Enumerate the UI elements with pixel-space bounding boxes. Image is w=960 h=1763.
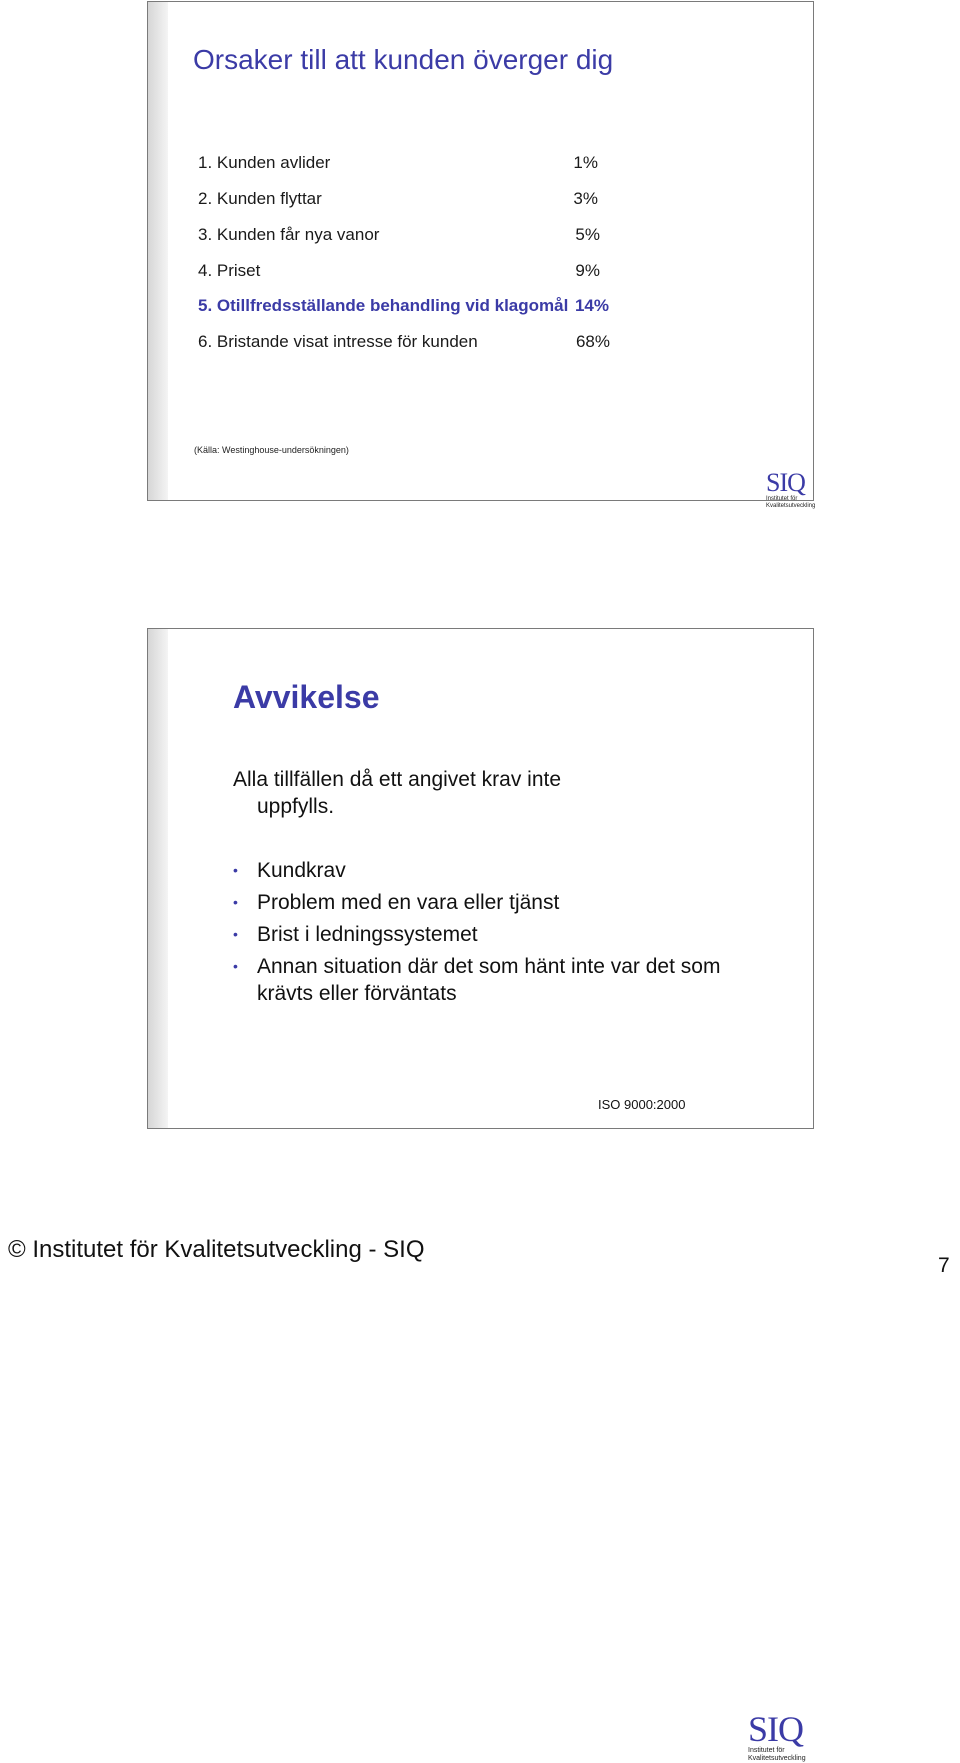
list-item [233,857,773,884]
siq-logo-tagline: Kvalitetsutveckling [748,1755,806,1762]
reason-percent: 14% [574,296,609,315]
siq-logo-tagline: Kvalitetsutveckling [766,503,816,509]
iso-reference: ISO 9000:2000 [598,1097,686,1112]
list-item [233,921,773,948]
definition-line: uppfylls. [257,795,335,818]
slide-title: Orsaker till att kunden överger dig [193,44,614,75]
reason-row [198,189,713,213]
reason-label: 6. Bristande visat intresse för kunden [198,332,478,351]
reason-row [198,153,713,177]
bullet-icon: • [233,862,238,878]
siq-logo [766,470,815,510]
reason-label: 3. Kunden får nya vanor [198,225,380,244]
bullet-icon: • [233,926,238,942]
reason-percent: 1% [573,153,598,172]
siq-logo-mark: SIQ [766,468,805,497]
reason-percent: 5% [575,225,600,244]
reason-label: 4. Priset [198,261,261,280]
reason-percent: 9% [575,261,600,280]
reason-row [198,332,713,356]
list-item-text: Problem med en vara eller tjänst [257,891,560,914]
bullet-list [233,857,773,1012]
reason-label: 5. Otillfredsställande behandling vid klagomål [198,296,569,315]
slide-side-band [148,629,168,1128]
siq-logo-tagline: Institutet för [766,496,798,502]
bullet-icon: • [233,894,238,910]
siq-logo-mark: SIQ [748,1709,804,1749]
list-item [233,889,773,916]
bullet-icon: • [233,958,238,974]
slide-title: Avvikelse [233,679,380,715]
siq-logo [748,1711,806,1763]
reason-percent: 68% [575,332,610,351]
reason-label: 1. Kunden avlider [198,153,331,172]
reason-row [198,261,713,285]
list-item-text: Kundkrav [257,859,346,882]
list-item-text: Annan situation där det som hänt inte var det som krävts eller förväntats [257,955,721,1005]
reason-row [198,225,713,249]
definition-text [233,766,773,820]
reason-percent: 3% [573,189,598,208]
source-note: (Källa: Westinghouse-undersökningen) [194,445,349,455]
siq-logo-tagline: Institutet för [748,1747,785,1754]
footer-copyright: © Institutet för Kvalitetsutveckling - SIQ [8,1236,425,1263]
definition-line: Alla tillfällen då ett angivet krav inte [233,768,562,791]
reason-row-highlighted [198,296,713,320]
list-item [233,953,773,1007]
slide-side-band [148,2,168,500]
reason-label: 2. Kunden flyttar [198,189,322,208]
list-item-text: Brist i ledningssystemet [257,923,478,946]
slide-1 [147,1,816,509]
page-number: 7 [938,1254,950,1277]
